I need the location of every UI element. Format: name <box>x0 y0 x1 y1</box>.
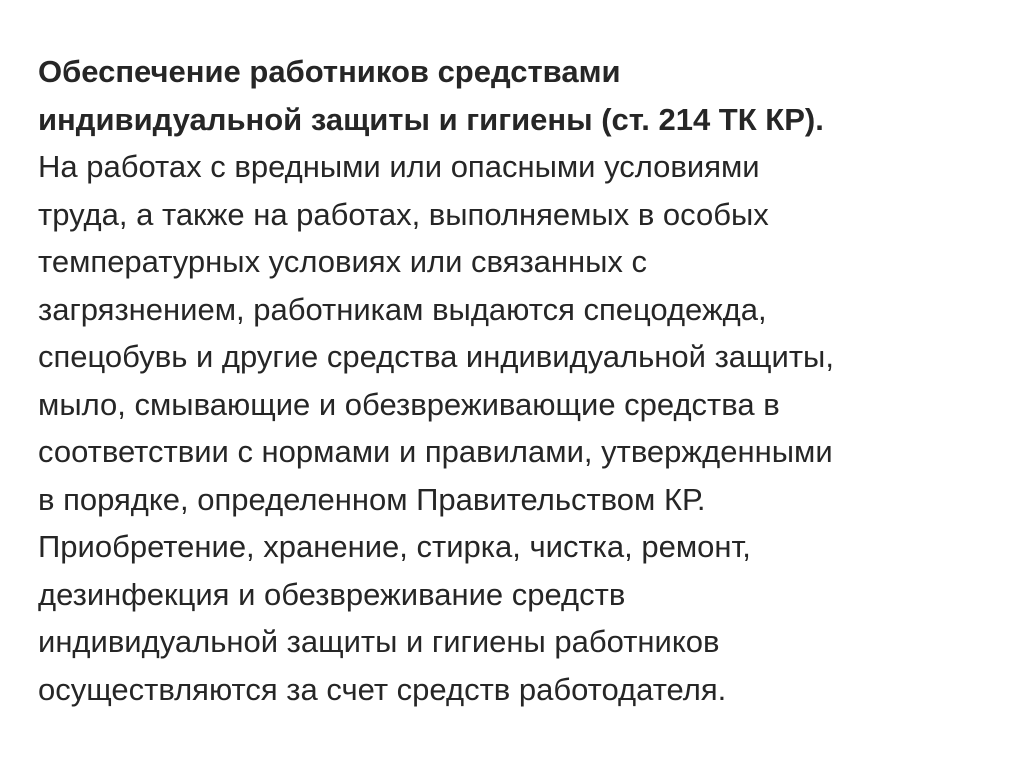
body-line: труда, а также на работах, выполняемых в особых <box>38 196 769 232</box>
body-line: Приобретение, хранение, стирка, чистка, ремонт, <box>38 529 751 564</box>
heading-line: индивидуальной защиты и гигиены (ст. 214 ТК КР). <box>38 101 824 137</box>
body-line: спецобувь и другие средства индивидуальной защиты, <box>38 339 834 374</box>
body-line: температурных условиях или связанных с <box>38 244 648 279</box>
body-line: осуществляются за счет средств работодателя. <box>38 671 727 707</box>
body-line: загрязнением, работникам выдаются спецодежда, <box>38 291 767 327</box>
body-line: в порядке, определенном Правительством КР. <box>38 481 706 517</box>
body-line: дезинфекция и обезвреживание средств <box>38 576 626 612</box>
heading-line: Обеспечение работников средствами <box>38 54 621 89</box>
slide-text-block <box>38 48 998 713</box>
body-line: индивидуальной защиты и гигиены работников <box>38 624 720 659</box>
body-line: мыло, смывающие и обезвреживающие средства в <box>38 386 780 422</box>
body-line: соответствии с нормами и правилами, утвержденными <box>38 434 833 469</box>
body-line: На работах с вредными или опасными условиями <box>38 149 760 184</box>
